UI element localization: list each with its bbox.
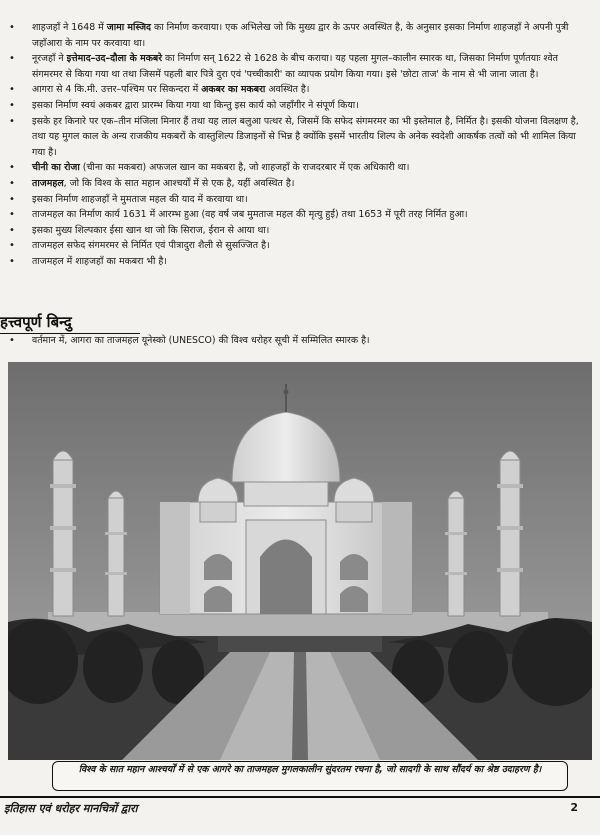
bullet-item: • इसके हर किनारे पर एक–तीन मंजिला मिनार हैं तथा यह लाल बलुआ पत्थर से, जिसमें कि सफेद संगमरमर का भी इस्तेमाल है, निर्मित है। इसकी योजना विलक्षण है, तथा यह मुगल काल के अन्य राजकीय मकबरों के वास्तुशिल्प डिजाइनों से भिन्न है क्योंकि इसमें भारतीय शिल्प के अनेक स्वदेशी आकर्षक तत्वों को भी शामिल किया गया है। [9,115,579,158]
bullet-icon: • [9,209,15,221]
bullet-item: • इसका मुख्य शिल्पकार ईसा खान था जो कि सिराज, ईरान से आया था। [0,223,590,239]
bullet-icon: • [9,240,15,252]
bullet-icon: • [9,162,15,174]
bullet-list [0,20,590,270]
bullet-item: • ताजमहल सफेद संगमरमर से निर्मित एवं पीत्रादुरा शैली से सुसज्जित है। [0,238,590,254]
bullet-item: • इसका निर्माण स्वयं अकबर द्वारा प्रारम्भ किया गया था किन्तु इस कार्य को जहाँगीर ने संपूर्ण किया। [0,98,590,114]
bullet-item: • नूरजहाँ ने इत्तेमाद–उद–दौला के मकबरे का निर्माण सन् 1622 से 1628 के बीच कराया। यह पहला मुगल–कालीन स्मारक था, जिसका निर्माण पूर्णतयाः श्वेत संगमरमर से किया गया था तथा जिसमें पहली बार पित्रे दुरा एवं 'पच्चीकारी' का व्यापक प्रयोग किया गया। इसे 'छोटा ताज' के नाम से भी जाना जाता है। [9,53,558,80]
bullet-item: • ताजमहल, जो कि विश्व के सात महान आश्चर्यों में से एक है, यहीं अवस्थित है। [0,176,590,192]
bullet-icon: • [9,193,15,205]
page-number: 2 [570,801,578,814]
bullet-icon: • [9,84,15,96]
bullet-icon: • [9,99,15,111]
bullet-item: • आगरा से 4 कि.मी. उत्तर–पश्चिम पर सिकन्दरा में अकबर का मकबरा अवस्थित है। [0,82,590,98]
bullet-icon: • [9,255,15,267]
bullet-item: • ताजमहल का निर्माण कार्य 1631 में आरम्भ हुआ (वह वर्ष जब मुमताज महल की मृत्यु हुई) तथा 1653 में पूरी तरह निर्मित हुआ। [0,207,590,223]
bullet-icon: • [9,22,15,33]
bullet-icon: • [9,53,15,65]
bullet-item: • इसका निर्माण शाहजहाँ ने मुमताज महल की याद में करवाया था। [0,192,590,208]
bullet-icon: • [9,224,15,236]
bullet-item: • ताजमहल में शाहजहाँ का मकबरा भी है। [0,254,590,270]
bullet-item: • चीनी का रोजा (चीना का मकबरा) अफजल खान का मकबरा है, जो शाहजहाँ के राजदरबार में एक अधिकारी था। [0,160,590,176]
section-heading: हत्त्वपूर्ण बिन्दु [0,313,72,331]
bullet-item: • शाहजहाँ ने 1648 में जामा मस्जिद का निर्माण करवाया। एक अभिलेख जो कि मुख्य द्वार के ऊपर अवस्थित है, के अनुसार इसका निर्माण शाहजहाँ ने अपनी पुत्री जहाँआरा के नाम पर करवाया था। [9,22,569,49]
footer-divider [0,796,600,798]
taj-mahal-photo [8,362,592,760]
bullet-icon: • [9,335,15,346]
bullet-icon: • [9,115,15,127]
footer-book-title: इतिहास एवं धरोहर मानचित्रों द्वारा [4,802,138,815]
photo-caption: विश्व के सात महान आश्चर्यों में से एक आगरे का ताजमहल मुगलकालीन सुंदरतम रचना है, जो सादगी के साथ सौंदर्य का श्रेष्ठ उदाहरण है। [52,761,568,791]
bullet-icon: • [9,177,15,189]
bullet-item: • वर्तमान में, आगरा का ताजमहल यूनेस्को (UNESCO) की विश्व धरोहर सूची में सम्मिलित स्मारक है। [0,333,590,349]
important-point [0,333,590,349]
